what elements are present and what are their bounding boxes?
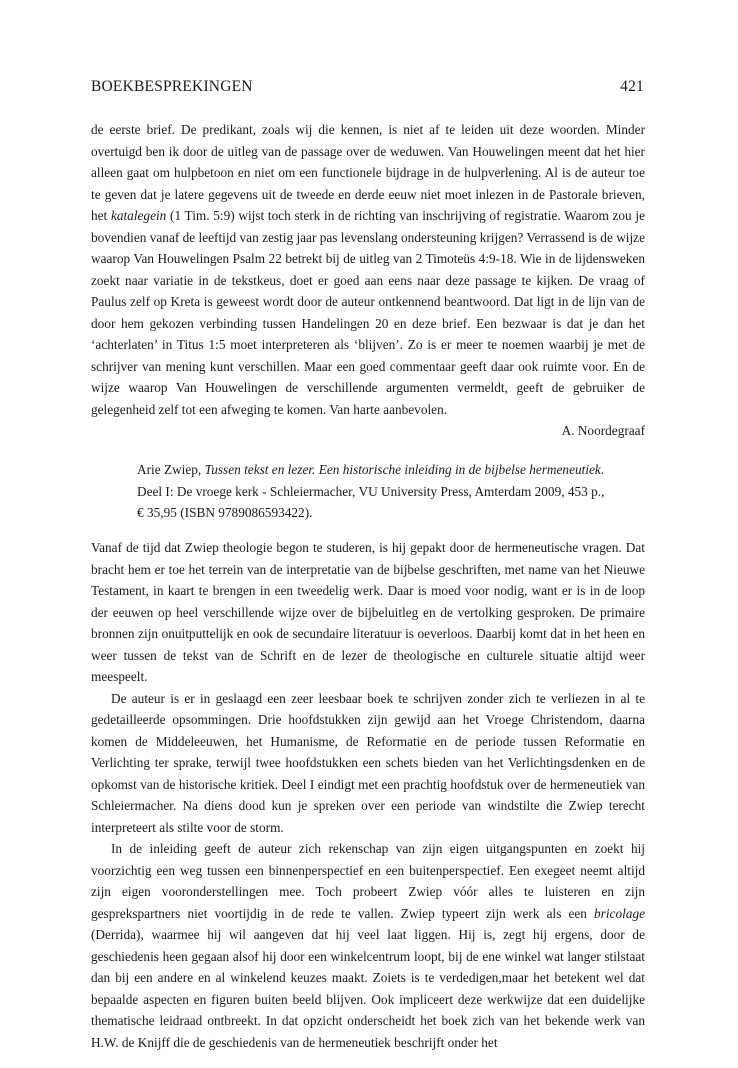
book-reference-line-3: € 35,95 (ISBN 9789086593422). (137, 505, 313, 520)
review-continuation (91, 119, 645, 442)
page-number: 421 (620, 78, 644, 95)
book-reference (137, 459, 645, 524)
review2-paragraph-1: Vanaf de tijd dat Zwiep theologie begon te studeren, is hij gepakt door de hermeneutische vragen. Dat bracht hem er toe het terrein van de interpretatie van de bijbelse geschriften, met name van het Nieuwe Testament, in kaart te brengen in een tweedelig werk. Daar is moed voor nodig, want er is in de loop der eeuwen op heel verschillende wijze over de bijbeluitleg en de vertolking gesproken. De primaire bronnen zijn onuitputtelijk en ook de secundaire literatuur is oeverloos. Daarbij komt dat in het heen en weer tussen de tekst van de Schrift en de lezer de theologische en culturele situatie altijd weer meespeelt. (91, 540, 645, 684)
text-run: In de inleiding geeft de auteur zich rekenschap van zijn eigen uitgangspunten en zoekt hij voorzichtig een weg tussen een binnenperspectief en een buitenperspectief. Een exegeet neemt altijd zijn eigen vooronderstellingen mee. Toch probeert Zwiep vóór alles te luisteren en zijn gesprekspartners niet voortijdig in de rede te vallen. Zwiep typeert zijn werk als een (91, 841, 645, 921)
text-run: (Derrida), waarmee hij wil aangeven dat hij veel laat liggen. Hij is, zegt hij ergens, door de geschiedenis heen gegaan alsof hij door een winkelcentrum loopt, bij de ene winkel wat langer stilstaat dan bij een andere en al winkelend keuzes maakt. Zoiets is te verdedigen,maar het betekent wel dat bepaalde aspecten en figuren buiten beeld blijven. Ook impliceert deze werkwijze dat een duidelijke thematische leidraad ontbreekt. In dat opzicht onderscheidt het boek zich van het bekende werk van H.W. de Knijff die de geschiedenis van de hermeneutiek beschrijft onder het (91, 927, 645, 1050)
review2-paragraph-2: De auteur is er in geslaagd een zeer leesbaar boek te schrijven zonder zich te verliezen in al te gedetailleerde opsommingen. Drie hoofdstukken zijn gewijd aan het Vroege Christendom, daarna komen de Middeleeuwen, het Humanisme, de Reformatie en de periode tussen Reformatie en Verlichting ter sprake, terwijl twee hoofdstukken een schets bieden van het Verlichtingsdenken en de opkomst van de historische kritiek. Deel I eindigt met een prachtig hoofdstuk over de hermeneutiek van Schleiermacher. Na diens dood kun je spreken over een periode van windstilte die Zwiep terecht interpreteert als stilte voor de storm. (91, 690, 645, 835)
reviewer-signature: A. Noordegraaf (561, 423, 645, 438)
book-title: Tussen tekst en lezer. Een historische inleiding in de bijbelse hermeneutiek. (204, 462, 605, 477)
review2-paragraph-3 (91, 838, 645, 1053)
running-title: BOEKBESPREKINGEN (91, 78, 253, 95)
book-author: Arie Zwiep, (137, 462, 205, 477)
review1-paragraph (91, 119, 645, 420)
text-run: (1 Tim. 5:9) wijst toch sterk in de richting van inschrijving of registratie. Waarom zou je bovendien vanaf de leeftijd van zestig jaar pas levenslang ondersteuning krijgen? Verrassend is de wijze waarop Van Houwelingen Psalm 22 betrekt bij de uitleg van 2 Timoteüs 4:9-18. Wie in de lijdensweken zoekt naar variatie in de tekstkeus, doet er goed aan eens naar deze passage te kijken. De vraag of Paulus zelf op Kreta is geweest wordt door de auteur ontkennend beantwoord. Dat ligt in de lijn van de door hem gekozen verbinding tussen Handelingen 20 en deze brief. Een bezwaar is dat je dan het ‘achterlaten’ in Titus 1:5 moet interpreteren als ‘blijven’. Zo is er meer te noemen waarbij je met de schrijver van mening kunt verschillen. Maar een goed commentaar geeft daar ook ruimte voor. En de wijze waarop Van Houwelingen de verschillende argumenten vermeldt, geeft de gebruiker de gelegenheid zelf tot een afweging te komen. Van harte aanbevolen. (91, 208, 645, 417)
book-reference-line-1 (137, 459, 645, 481)
italic-term: bricolage (594, 905, 645, 921)
italic-term: katalegein (110, 208, 167, 223)
running-header (91, 78, 644, 96)
review-body (91, 537, 645, 1053)
text-run: de eerste brief. De predikant, zoals wij die kennen, is niet af te leiden uit deze woorden. Minder overtuigd ben ik door de uitleg van de passage over de weduwen. Van Houwelingen meent dat het hier alleen gaat om hulpbetoon en niet om een functionele bijdrage in de hulpverlening. Al is de auteur toe te geven dat je latere gegevens uit de tweede en derde eeuw niet moet inlezen in de Pastorale brieven, het (91, 122, 645, 223)
book-reference-line-2: Deel I: De vroege kerk - Schleiermacher, VU University Press, Amterdam 2009, 453 p., (137, 483, 605, 499)
